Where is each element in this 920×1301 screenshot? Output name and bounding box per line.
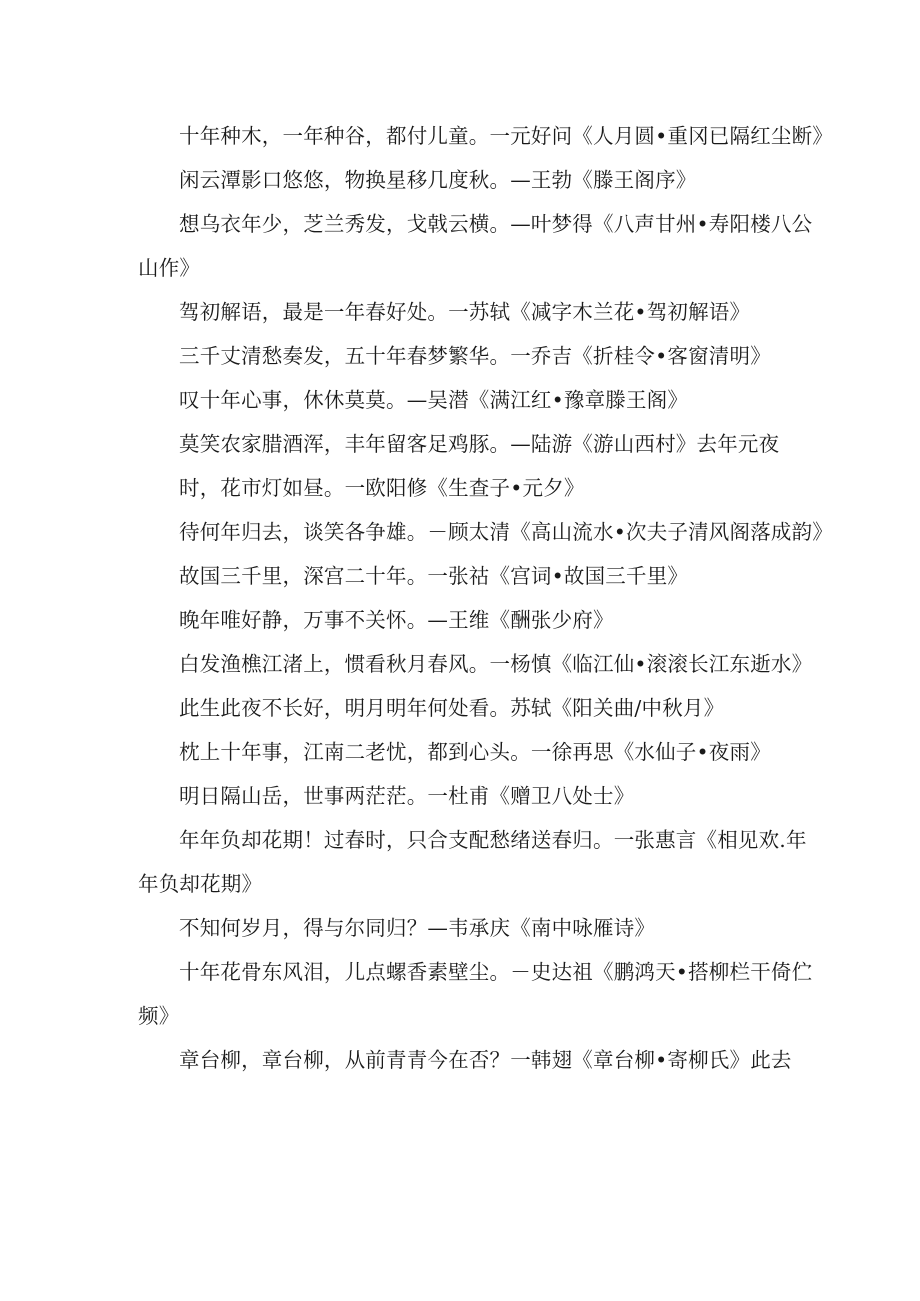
text-line: 年负却花期》 [138,872,263,896]
text-line: 章台柳，章台柳，从前青青今在否？一韩翅《章台柳•寄柳氏》此去 [179,1048,792,1072]
text-line: 山作》 [138,256,201,280]
text-line: 明日隔山岳，世事两茫茫。一杜甫《赠卫八处士》 [179,784,635,808]
text-line: 驾初解语，最是一年春好处。一苏轼《减字木兰花•驾初解语》 [179,300,751,324]
text-line: 待何年归去，谈笑各争雄。－顾太清《高山流水•次夫子清风阁落成韵》 [179,520,833,544]
text-line: 枕上十年事，江南二老忧，都到心头。一徐再思《水仙子•夜雨》 [179,740,771,764]
text-line: 十年花骨东风泪，儿点螺香素壁尘。－史达祖《鹏鸿天•搭柳栏干倚伫 [179,960,813,984]
text-line: 不知何岁月，得与尔同归？—韦承庆《南中咏雁诗》 [179,916,656,940]
text-line: 三千丈清愁奏发，五十年春梦繁华。一乔吉《折桂令•客窗清明》 [179,344,771,368]
text-line: 故国三千里，深宫二十年。一张祜《宫词•故国三千里》 [179,564,689,588]
text-line: 闲云潭影口悠悠，物换星移几度秋。—王勃《滕王阁序》 [179,168,697,192]
text-line: 叹十年心事，休休莫莫。—吴潜《满江红•豫章滕王阁》 [179,388,689,412]
text-line: 此生此夜不长好，明月明年何处看。苏轼《阳关曲/中秋月》 [179,696,725,720]
text-line: 年年负却花期！过春时，只合支配愁绪送春归。一张惠言《相见欢.年 [179,828,807,852]
text-line: 莫笑农家腊酒浑，丰年留客足鸡豚。—陆游《游山西村》去年元夜 [179,432,780,456]
text-line: 想乌衣年少，芝兰秀发，戈戟云横。—叶梦得《八声甘州•寿阳楼八公 [179,212,813,236]
text-line: 时，花市灯如昼。一欧阳修《生查子•元夕》 [179,476,585,500]
text-line: 十年种木，一年种谷，都付儿童。一元好问《人月圆•重冈已隔红尘断》 [179,124,833,148]
text-line: 频》 [138,1004,180,1028]
document-body [138,114,833,1082]
text-line: 晚年唯好静，万事不关怀。—王维《酬张少府》 [179,608,614,632]
text-line: 白发渔樵江渚上，惯看秋月春风。一杨慎《临江仙•滚滚长江东逝水》 [179,652,813,676]
